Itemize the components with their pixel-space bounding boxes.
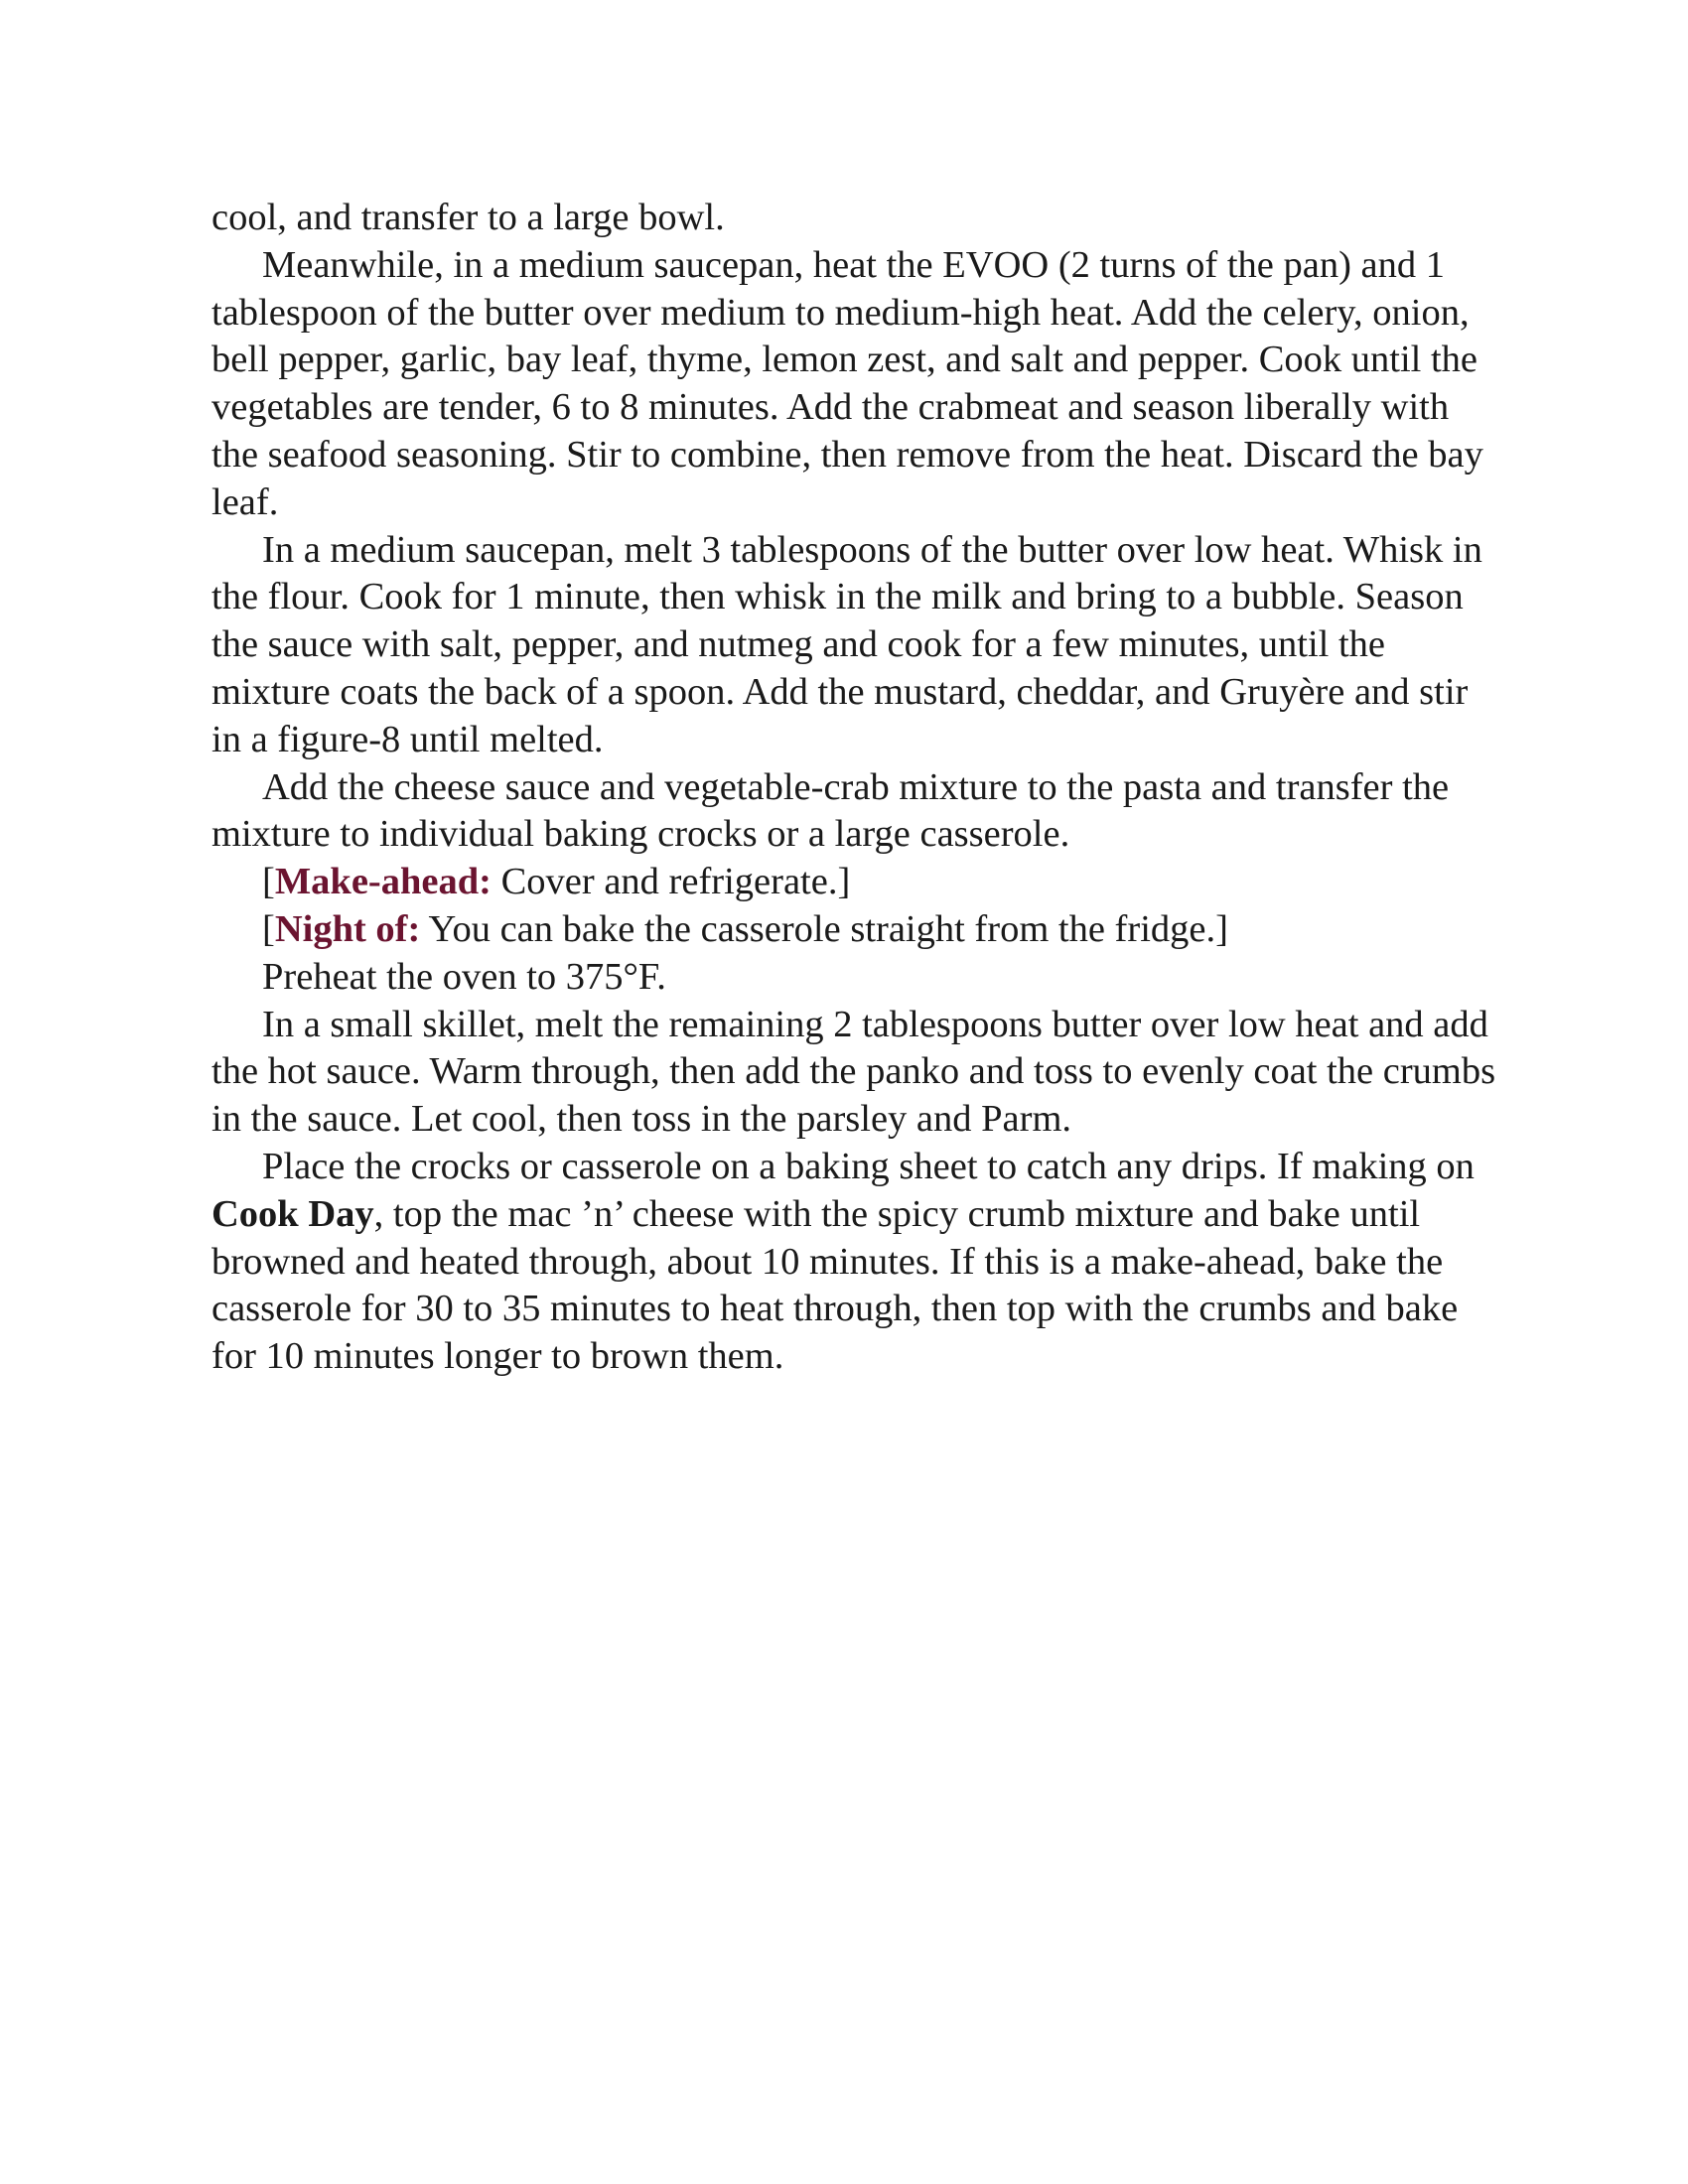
paragraph-spicy-crumbs: In a small skillet, melt the remaining 2 tablespoons butter over low heat and add the hot sauce. Warm through, then add the panko and toss to evenly coat the crumbs in the sauce. Let cool, then toss in the parsley and Parm. <box>211 1003 1496 1141</box>
paragraph-preheat-oven: Preheat the oven to 375°F. <box>262 955 666 998</box>
paragraph-cheese-sauce: In a medium saucepan, melt 3 tablespoons of the butter over low heat. Whisk in the flour. Cook for 1 minute, then whisk in the milk and bring to a bubble. Season the sauce with salt, pepper, and nutmeg and cook for a few minutes, until the mixture coats the back of a spoon. Add the mustard, cheddar, and Gruyère and stir in a figure-8 until melted. <box>211 528 1482 760</box>
paragraph-combine-mixture: Add the cheese sauce and vegetable-crab mixture to the pasta and transfer the mixture to individual baking crocks or a large casserole. <box>211 765 1450 856</box>
bracket-open: [ <box>262 861 275 903</box>
paragraph-make-ahead-note <box>211 859 1502 906</box>
bracket-close: ] <box>837 861 851 903</box>
make-ahead-label: Make-ahead: <box>274 861 492 903</box>
bracket-close: ] <box>1215 907 1228 950</box>
bracket-open: [ <box>262 907 275 950</box>
make-ahead-text: Cover and refrigerate. <box>491 861 838 903</box>
paragraph-night-of-note <box>211 906 1502 954</box>
night-of-text: You can bake the casserole straight from the fridge. <box>420 907 1216 950</box>
paragraph-saute-vegetables: Meanwhile, in a medium saucepan, heat the EVOO (2 turns of the pan) and 1 tablespoon of the butter over medium to medium-high heat. Add the celery, onion, bell pepper, garlic, bay leaf, thyme, lemon zest, and salt and pepper. Cook until the vegetables are tender, 6 to 8 minutes. Add the crabmeat and season liberally with the seafood seasoning. Stir to combine, then remove from the heat. Discard the bay leaf. <box>211 243 1483 523</box>
bake-text-before: Place the crocks or casserole on a baking sheet to catch any drips. If making on <box>262 1145 1475 1187</box>
night-of-label: Night of: <box>274 907 421 950</box>
cook-day-term: Cook Day <box>211 1192 374 1235</box>
paragraph-cool-transfer: cool, and transfer to a large bowl. <box>211 197 725 238</box>
recipe-page <box>211 195 1502 1381</box>
paragraph-bake-instructions <box>211 1144 1502 1381</box>
bake-text-after: , top the mac ’n’ cheese with the spicy crumb mixture and bake until browned and heated through, about 10 minutes. If this is a make-ahead, bake the casserole for 30 to 35 minutes to heat through, then top with the crumbs and bake for 10 minutes longer to brown them. <box>211 1192 1459 1378</box>
